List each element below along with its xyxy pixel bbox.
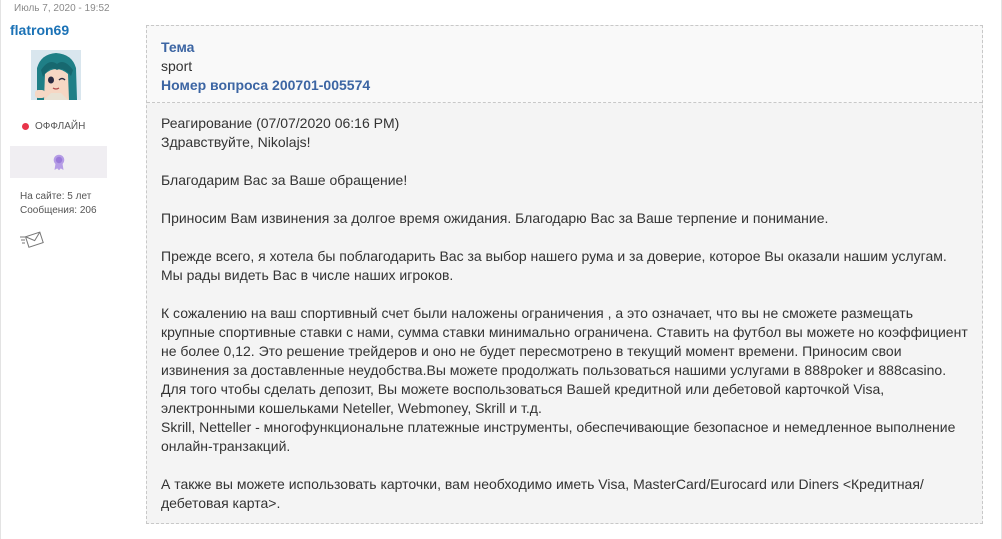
message-count: Сообщения: 206 bbox=[20, 205, 97, 216]
body-line: дебетовая карта>. bbox=[161, 495, 281, 511]
blank-line bbox=[161, 152, 968, 171]
online-status bbox=[22, 121, 85, 132]
award-badge-icon bbox=[52, 154, 66, 171]
avatar[interactable] bbox=[31, 50, 81, 100]
body-line: крупные спортивные ставки с нами, сумма ставки минимально ограничена. Ставить на футбол вы можете но коэффициент bbox=[161, 324, 968, 340]
body-line: Мы рады видеть Вас в числе наших игроков. bbox=[161, 267, 454, 283]
on-site-duration: На сайте: 5 лет bbox=[20, 191, 92, 202]
body-line: онлайн-транзакций. bbox=[161, 438, 291, 454]
avatar-image bbox=[31, 50, 81, 100]
body-line: Прежде всего, я хотела бы поблагодарить Вас за выбор нашего рума и за доверие, которое Вы оказали нашим услугам. bbox=[161, 248, 947, 264]
topic-label: Тема bbox=[161, 39, 195, 55]
body-line: Для того чтобы сделать депозит, Вы можете воспользоваться Вашей кредитной или дебетовой карточкой Visa, bbox=[161, 381, 885, 397]
blank-line bbox=[161, 456, 968, 475]
ticket-number: Номер вопроса 200701-005574 bbox=[161, 77, 371, 93]
status-label: ОФФЛАЙН bbox=[35, 121, 86, 132]
blank-line bbox=[161, 285, 968, 304]
blank-line bbox=[161, 190, 968, 209]
author-username-link[interactable]: flatron69 bbox=[10, 22, 70, 38]
envelope-icon bbox=[20, 231, 44, 249]
body-line: электронными кошельками Neteller, Webmoney, Skrill и т.д. bbox=[161, 400, 542, 416]
body-line: не более 0,12. Это решение трейдеров и оно не будет пересмотрено в текущий момент времени. Приносим свои bbox=[161, 343, 902, 359]
ticket-header bbox=[147, 26, 982, 103]
body-line: извинения за доставленные неудобства.Вы можете продолжать пользоваться нашими услугами в 888poker и 888casino. bbox=[161, 362, 947, 378]
status-dot-icon bbox=[22, 123, 29, 130]
body-line: К сожалению на ваш спортивный счет были наложены ограничения , а это означает, что вы не сможете размещать bbox=[161, 305, 914, 321]
greeting: Здравствуйте, Nikolajs! bbox=[161, 134, 311, 150]
ticket-body bbox=[147, 103, 982, 513]
rank-badge bbox=[10, 146, 107, 178]
quoted-ticket bbox=[146, 25, 983, 524]
topic-value: sport bbox=[161, 58, 193, 74]
blank-line bbox=[161, 228, 968, 247]
body-line: Благодарим Вас за Ваше обращение! bbox=[161, 172, 408, 188]
private-message-button[interactable] bbox=[20, 231, 44, 254]
body-line: А также вы можете использовать карточки, вам необходимо иметь Visa, MasterCard/Eurocard или Diners <Кредитная/ bbox=[161, 476, 924, 492]
body-line: Skrill, Netteller - многофункциональне платежные инструменты, обеспечивающие безопасное и немедленное выполнение bbox=[161, 419, 956, 435]
author-stats bbox=[20, 190, 97, 218]
response-timestamp: Реагирование (07/07/2020 06:16 PM) bbox=[161, 115, 400, 131]
body-line: Приносим Вам извинения за долгое время ожидания. Благодарю Вас за Ваше терпение и понимание. bbox=[161, 210, 829, 226]
post-date: Июль 7, 2020 - 19:52 bbox=[14, 3, 110, 14]
